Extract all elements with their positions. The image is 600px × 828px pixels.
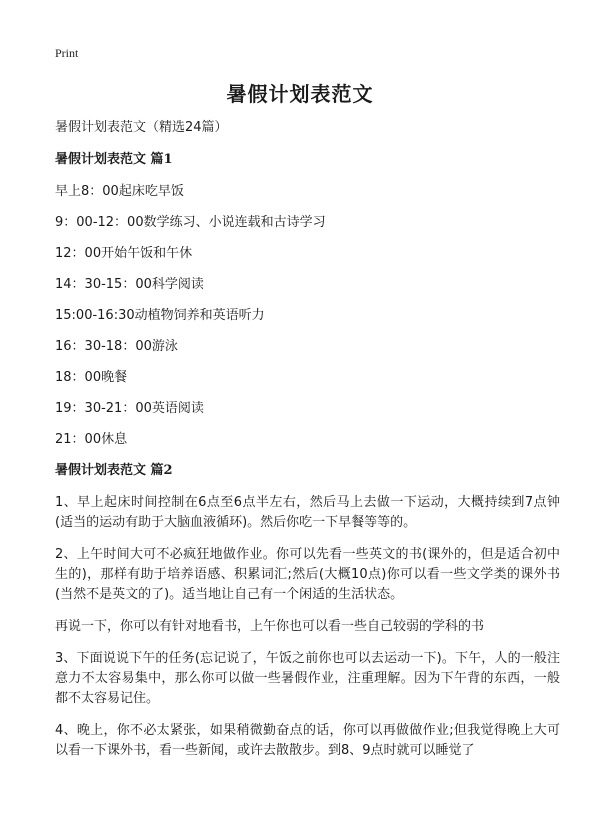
schedule-line: 19：30-21：00英语阅读 xyxy=(55,401,204,416)
document-body xyxy=(55,118,560,773)
paragraph: 1、早上起床时间控制在6点至6点半左右，然后马上去做一下运动，大概持续到7点钟(适当的运动有助于大脑血液循环)。然后你吃一下早餐等等的。 xyxy=(55,495,560,530)
schedule-line: 12：00开始午饭和午休 xyxy=(55,246,193,261)
schedule-line: 18：00晚餐 xyxy=(55,370,128,385)
section-heading-1: 暑假计划表范文 篇1 xyxy=(55,152,173,167)
paragraph: 4、晚上，你不必太紧张，如果稍微勤奋点的话，你可以再做做作业;但我觉得晚上大可以看一下课外书，看一些新闻，或许去散散步。到8、9点时就可以睡觉了 xyxy=(55,723,560,758)
paragraph: 再说一下，你可以有针对地看书，上午你也可以看一些自己较弱的学科的书 xyxy=(55,619,485,634)
schedule-line: 早上8：00起床吃早饭 xyxy=(55,184,184,199)
paragraph: 3、下面说说下午的任务(忘记说了，午饭之前你也可以去运动一下)。下午，人的一般注意力不太容易集中，那么你可以做一些暑假作业，注重理解。因为下午背的东西，一般都不太容易记住。 xyxy=(55,651,560,706)
print-label: Print xyxy=(55,46,79,60)
document-subtitle: 暑假计划表范文（精选24篇） xyxy=(55,120,228,135)
schedule-line: 9：00-12：00数学练习、小说连载和古诗学习 xyxy=(55,215,326,230)
schedule-line: 21：00休息 xyxy=(55,432,128,447)
schedule-line: 15:00-16:30动植物饲养和英语听力 xyxy=(55,308,265,323)
schedule-line: 16：30-18：00游泳 xyxy=(55,339,178,354)
paragraph: 2、上午时间大可不必疯狂地做作业。你可以先看一些英文的书(课外的，但是适合初中生的)，那样有助于培养语感、积累词汇;然后(大概10点)你可以看一些文学类的课外书(当然不是英文的了)。适当地让自己有一个闲适的生活状态。 xyxy=(55,547,560,602)
page-title: 暑假计划表范文 xyxy=(226,82,374,106)
section-heading-2: 暑假计划表范文 篇2 xyxy=(55,463,173,478)
schedule-line: 14：30-15：00科学阅读 xyxy=(55,277,204,292)
